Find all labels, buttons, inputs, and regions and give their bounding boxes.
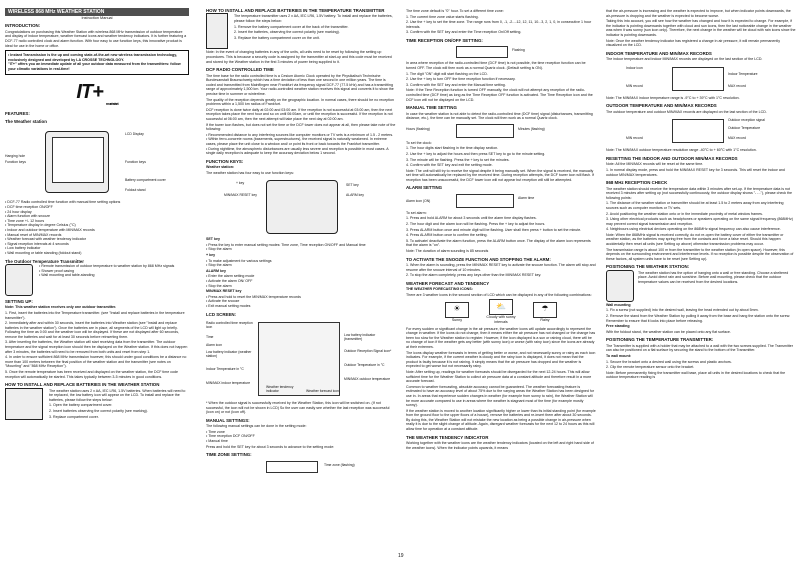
- time-reception-text: In area where reception of the radio-controlled time (DCF time) is not possible, the time reception function can be turned OFF. The clock will then work as a normal Quartz clock. (Default setting is ON).: [406, 61, 586, 70]
- lcd-label: Indoor Temperature in °C: [206, 367, 244, 371]
- manual-list: [206, 430, 396, 444]
- intro-text: Congratulations on purchasing this Weather Station with wireless 868 MHz transmission of outdoor temperature and display of indoor temperature, weather forecast icons and weather tendency indicators. It is further featuring a DCF-77 radio controlled clock and alarm function. With four easy to use function keys, this innovative product is ideal for use in the home or office.: [5, 29, 187, 48]
- install-transmitter-step: 3. Replace the battery compartment cover on the unit.: [234, 35, 320, 40]
- label-function-2: Function keys: [125, 160, 146, 165]
- sun-icon: ☀: [445, 302, 469, 318]
- label-hanging: Hanging hole: [5, 154, 25, 159]
- outdoor-label: Outdoor reception signal: [728, 118, 765, 123]
- label-plus-key: + key: [236, 181, 245, 186]
- manual-time-lcd-icon: [456, 124, 514, 138]
- it-plus-box: [5, 50, 189, 74]
- position-block: [606, 270, 796, 302]
- dcf-text-4: If the tower icon flashes, but does not set the time or the DCF tower does not appear at all, then please take note of the following:: [206, 122, 396, 132]
- reception-step: 3. Using other electrical products such as headphones or speakers operating on the same signal frequency (868MHz) may prevent correct signal transmission and reception.: [606, 217, 793, 226]
- key-name: SET key: [206, 237, 220, 242]
- alarm-lcd-icon: [456, 194, 514, 208]
- intro-heading: INTRODUCTION:: [5, 23, 41, 29]
- battery-compartment-icon: [5, 388, 43, 420]
- timezone-figure: [206, 461, 396, 473]
- dcf-bullets: [206, 133, 396, 156]
- manual-text: The following manual settings can be done in the setting mode:: [206, 424, 307, 429]
- setup-steps: [5, 311, 189, 379]
- reset-text: Note: All the MIN/MAX records will be reset at the same time.: [606, 162, 704, 167]
- lcd-figure: [206, 320, 396, 398]
- manual-time-text: In case the weather station is not able to detect the radio-controlled time (DCF time) signal (disturbances, transmitting distance, etc.), the time can be manually set. The clock will then work as a normal Quartz clock.: [406, 111, 593, 121]
- features-list: [5, 200, 189, 255]
- setup-note: Note: This weather station receives only one outdoor transmitter.: [5, 305, 117, 310]
- install-transmitter-heading: HOW TO INSTALL AND REPLACE BATTERIES IN THE TEMPERATURE TRANSMITTER: [206, 8, 385, 13]
- timezone-step: 1. The current time zone value starts flashing.: [406, 14, 479, 19]
- tendency-text-2: that the air-pressure is increasing and the weather is expected to improve, but when indicator points downwards, the air-pressure is dropping and the weather is expected to become worse.: [606, 9, 791, 18]
- reception-text: The weather station should receive the temperature data within 3 minutes after set-up. If the temperature data is not received 3 minutes after setting up (not successfully continuously, the outdoor display shows "- - -"), please check the following points:: [606, 186, 793, 200]
- key-desc: • Press and hold to reset the MIN/MAX temperature records: [206, 295, 396, 300]
- indoor-heading: INDOOR TEMPERATURE AND MIN/MAX RECORDS: [606, 50, 712, 56]
- station-heading: The Weather station: [5, 118, 47, 124]
- indoor-label: MAX record: [728, 83, 746, 88]
- alarm-note: Note: The duration of alarm sounding is 85 seconds: [406, 249, 489, 254]
- outdoor-text: The outdoor temperature and outdoor MIN/MAX records are displayed on the last section of the LCD.: [606, 109, 767, 114]
- keys-figure: [206, 178, 396, 234]
- label-minmax-key: MIN/MAX RESET key: [224, 193, 257, 198]
- tendency-text-3: Taking this into account, you will see how the weather has changed and how it is expected to change. For example, if the indicator is pointing downwards together with cloud and sun icons, then the last noticeable change in the weather was when it was sunny (sun icon only). Therefore, the next change in the weather will be cloud with rain icons since the indicator is pointing downwards.: [606, 19, 796, 37]
- transmitter-battery-icon: [206, 13, 228, 49]
- transmitter-list: [39, 264, 174, 296]
- outdoor-label: MAX record: [728, 136, 746, 141]
- mount-note: Note: Before permanently fixing the transmitter wall base, place all units in the desired locations to check that the outdoor temperature reading is: [606, 370, 786, 380]
- manual-heading: MANUAL SETTINGS:: [206, 417, 250, 423]
- time-reception-step: 2. Use the + key to turn OFF the time reception function if necessary.: [406, 77, 516, 82]
- setup-step: 2. Immediately after and within 30 seconds, insert the batteries into Weather station (see "Install and replace batteries in the weather station"). Once the batteries are in place, all segments of the LCD will light up briefly. Following the time as 0:00 and the weather icon will be displayed. If these are not displayed after 60 seconds, remove the batteries and wait for at least 30 seconds before reinserting them.: [5, 321, 180, 339]
- transmitter-item: • Shower proof casing: [39, 269, 174, 274]
- position-transmitter-heading: POSITIONING THE TEMPERATURE TRANSMITTER:: [606, 337, 714, 343]
- alarm-figure: [406, 194, 596, 208]
- feature-item: • Low battery indicator: [5, 246, 189, 251]
- feature-item: • 24 hour display: [5, 210, 189, 215]
- lcd-label: MIN/MAX indoor temperature: [206, 381, 251, 385]
- reset-heading: RESETTING THE INDOOR AND OUTDOOR MIN/MAX RECORDS: [606, 155, 738, 161]
- alarm-heading: ALARM SETTING: [406, 185, 443, 191]
- dcf-heading: DCF RADIO CONTROLLED TIME: [206, 67, 274, 73]
- outdoor-figure: [606, 117, 796, 145]
- column-1: [5, 8, 189, 420]
- position-text: The weather station has the option of hanging onto a wall or free standing. Choose a sheltered place. Avoid direct rain and sunshine. Before wall mounting, please check that the outdoor temperature values can be received from the desired locations.: [638, 270, 789, 285]
- feature-item: • Weather forecast with weather tendency indicator: [5, 237, 189, 242]
- alarm-step: 3. Press ALARM button once and minute digit will be flashing. User shall then press + button to set the minute.: [406, 227, 582, 232]
- lcd-label: Low battery indicator (weather station): [206, 350, 252, 358]
- column-3: [406, 8, 596, 451]
- wall-step: 1. Fix a screw (not supplied) into the desired wall, leaving the head extended out by about 5mm.: [606, 308, 759, 313]
- forecast-text-4: Common to weather forecasting, absolute accuracy cannot be guaranteed. The weather forecasting feature is estimated to have an accuracy level of about 75% due to the varying areas the Weather Station has been designed for use in. In areas that experience sudden changes in weather (for example from sunny to rain), the Weather Station will be more accurate compared to use in areas where the weather is stagnant most of the time (for example mostly sunny).: [406, 384, 595, 408]
- feature-item: • DCF-77 Radio controlled time function with manual time setting options: [5, 200, 189, 205]
- alarm-step: 1. Press and hold ALARM for about 3 seconds until the alarm time display flashes.: [406, 216, 537, 221]
- install-transmitter-block: [206, 13, 396, 49]
- keys-list: [206, 237, 396, 308]
- manual-time-note: Note: The unit will still try to receive the signal despite it being manually set. When the signal is received, the manually set time will automatically be replaced by the received time. During reception attempts, the DCF tower icon will flash. If reception has been unsuccessful, the DCF tower icon will not appear but reception will still be attempted.: [406, 168, 594, 182]
- rain-icon: ☂: [533, 302, 557, 318]
- timezone-step: 2. Use the + key to set the time zone. The range runs from 0, -1, -2...-12, 12, 11, 10...3, 2, 1, 0, in consecutive 1 hour intervals.: [406, 20, 592, 29]
- forecast-text-2: For every sudden or significant change in the air pressure, the weather icons will update accordingly to represent the change in weather. If the icons do not change, then it means either the air pressure has not changed or the change has been too slow for the Weather station to register. However, if the icon displayed is a sun or raining cloud, there will be no change of icon if the weather gets any better (with sunny icon) or worse (with rainy icon) since the icons are already at their extremes.: [406, 326, 596, 349]
- lcd-label: Weather tendency indicator: [266, 385, 294, 393]
- label-set-key: SET key: [346, 183, 359, 188]
- manual-text-2: Press and hold the SET key for about 3 seconds to advance to the setting mode:: [206, 444, 335, 449]
- sunny-label: Sunny: [451, 317, 463, 322]
- free-standing-heading: Free standing: [606, 324, 630, 329]
- tendency-note: Note: Once the weather tendency indicator has registered a change in air pressure, it will remain permanently visualized on the LCD.: [606, 38, 780, 48]
- lcd-label: Radio controlled time reception icon: [206, 321, 253, 329]
- lcd-label: Time: [206, 335, 214, 339]
- lcd-label: Outdoor Reception Signal icon*: [344, 349, 392, 353]
- dcf-bullet: • Within ferro-concrete rooms (basements, superstructures), the received signal is naturally weakened. In extreme cases, please place the unit close to a window and/ or point its front or back towards the Frankfurt transmitter.: [206, 137, 396, 146]
- lcd-label: Outdoor Temperature in °C: [344, 363, 385, 367]
- key-desc: • Stop the alarm: [206, 247, 396, 252]
- column-2: [206, 8, 396, 476]
- outdoor-note: Note: The MIN/MAX outdoor temperature resolution range -40°C to + 60°C with 1°C resolution.: [606, 148, 757, 153]
- alarm-step: 5. To activate/ deactivate the alarm function, press the ALARM button once. The display of the alarm icon represents that the alarm is "on".: [406, 238, 591, 248]
- features-heading: FEATURES:: [5, 110, 30, 116]
- logo-text: IT+: [76, 81, 103, 104]
- install-text: The weather station uses 2 x AA, IEC LR6, 1.5V batteries. When batteries will need to be replaced, the low battery icon will appear on the LCD. To install and replace the batteries, please follow the steps below:: [49, 388, 186, 402]
- wall-step: 2. Remove the stand from the Weather Station by pulling it away from the base and hang the station onto the screw. Remember to ensure that it locks into place before releasing.: [606, 314, 791, 323]
- minutes-label: Minutes (flashing): [518, 126, 545, 131]
- feature-item: • Indoor and outdoor temperature with MIN/MAX records: [5, 228, 189, 233]
- free-standing-text: With the foldout stand, the weather station can be placed onto any flat surface.: [606, 329, 731, 334]
- dcf-text-1: The time base for the radio controlled time is a Cesium Atomic Clock operated by the Physikalisch Technische Bundesanstalt Braunschweig which has a time deviation of less than one second in one million years. The time is coded and transmitted from Mainflingen near Frankfurt via frequency signal DCF-77 (77.5 kHz) and has a transmitting range of approximately 1,500 km. Your radio-controlled weather station receives this signal and converts it to show the precise time in summer or wintertime.: [206, 73, 394, 96]
- label-battery: Battery compartment cover: [125, 178, 166, 183]
- it-plus-logo: [5, 79, 189, 107]
- tendency-text: Working together with the weather icons are the weather tendency indicators (located on the left and right hand side of the weather icons). When the indicator points upwards, it means: [406, 441, 594, 450]
- header-banner: [5, 8, 189, 16]
- indoor-label: MIN record: [626, 83, 643, 88]
- manual-title: WIRELESS 868 MHz WEATHER STATION: [8, 9, 105, 15]
- timezone-text: The time zone default is "0" hour. To set a different time zone:: [406, 9, 504, 13]
- label-function: Function keys: [5, 160, 26, 165]
- transmitter-heading: The Outdoor Temperature Transmitter: [5, 258, 84, 264]
- feature-item: • Signal reception intervals at 4 seconds: [5, 242, 189, 247]
- indoor-lcd-icon: [672, 67, 724, 91]
- station-figure: [5, 127, 189, 197]
- function-keys-intro: The weather station has four easy to use function keys:: [206, 170, 294, 175]
- key-name: MIN/MAX RESET key: [206, 289, 242, 294]
- cloud-sun-icon: ⛅: [489, 299, 513, 315]
- key-desc: • Activate the alarm ON/ OFF: [206, 279, 396, 284]
- key-desc: • Press the key to enter manual setting modes: Time zone, Time reception ON/OFF and Manual time: [206, 243, 396, 248]
- mount-step: 1. Secure the bracket onto a desired wall using the screws and plastic anchors.: [606, 359, 732, 364]
- alarm-set: To set alarm:: [406, 210, 427, 215]
- label-lcd: LCD Display: [125, 132, 144, 137]
- station-back-icon: [266, 180, 338, 234]
- dcf-text-3: DCF reception is done twice daily at 02:00 and 03:00 am. If the reception is not successful at 03:00 am, then the next reception takes place the next hour and so on until 06:00am, or until the reception is successful. If the reception is not successful at 06:00 am, then the next attempt will take place the next day at 02:00 am.: [206, 107, 393, 121]
- install-step: 3. Replace compartment cover.: [49, 414, 99, 419]
- forecast-note: Note: After setting up, readings for weather forecasts should be disregarded for the next 12-24 hours. This will allow sufficient time for the Weather Station to collect air pressure data at a constant altitude and therefore result in a more accurate forecast.: [406, 369, 592, 384]
- label-alarm-key: ALARM key: [346, 193, 364, 198]
- dcf-bullet: • During nighttime, the atmospheric disturbances are usually less severe and reception is possible in most cases. A single daily reception is adequate to keep the accuracy deviation below 1 second.: [206, 147, 396, 156]
- forecast-text-3: The icons display weather forecasts in terms of getting better or worse, and not necessarily sunny or rainy as each icon indicates. For example, if the current weather is cloudy and the rainy icon is displayed, it does not mean that the product is faulty because it is not raining. It simply means that the air pressure has dropped and the weather is expected to get worse but not necessarily rainy.: [406, 350, 596, 369]
- key-desc: • To make adjustment for various settings: [206, 259, 396, 264]
- install-transmitter-step: 1. Remove the battery compartment cover at the back of the transmitter.: [234, 24, 349, 29]
- key-desc: • Stop the alarm: [206, 284, 396, 289]
- key-desc: • Exit manual setting modes: [206, 304, 396, 309]
- snooze-step: 2. To stop the alarm completely, press any keys other than the MIN/MAX RESET key.: [406, 273, 542, 278]
- forecast-sub: THE WEATHER FORECASTING ICONS:: [406, 287, 473, 292]
- lcd-note: * When the outdoor signal is successfully received by the Weather Station, this icon will be switched on. (If not successful, the icon will not be shown in LCD) So the user can easily see whether the last reception was successful (icon on) or not (icon off).: [206, 401, 390, 415]
- column-4: [606, 8, 796, 381]
- manual-time-step: 3. The minute will be flashing. Press the + key to set the minutes.: [406, 157, 510, 162]
- time-reception-label: Flashing: [512, 48, 525, 53]
- reset-step: 1. In normal display mode, press and hold the MIN/MAX RESET key for 3 seconds. This will reset the indoor and outdoor MIN/MAX temperatures.: [606, 167, 785, 177]
- time-reception-note: Note: If the Time Reception function is turned OFF manually, the clock will not attempt any reception of the radio-controlled time (DCF time) as long as the Time Reception OFF function is activated. The Time Reception icon and the DCF icon will not be displayed on the LCD.: [406, 88, 593, 102]
- forecast-icons: [406, 299, 596, 324]
- rainy-label: Rainy: [540, 317, 550, 322]
- forecast-text-5: If the weather station is moved to another location significantly higher or lower than its initial standing point (for example from the ground floor to the upper floors of a house), remove the batteries and re-insert them after about 30 seconds. By doing this, the Weather Station will not mistake the new location as being a possible change in air-pressure when really it is due to the slight change of altitude. Again, disregard weather forecasts for the next 12 to 24 hours as this will allow time for operation at a constant altitude.: [406, 408, 596, 432]
- reception-text-2: The transmission range is about 100 m from the transmitter to the weather station (in open space). However, this depends on the surrounding environment and interference levels. If no reception is possible despite the observation of these factors, all system units have to be reset (see Setting up).: [606, 247, 794, 261]
- time-reception-heading: TIME RECEPTION ON/OFF SETTING:: [406, 37, 483, 43]
- transmitter-item: • Wall mounting and table-standing: [39, 273, 174, 278]
- transmitter-icon: [5, 264, 33, 296]
- outdoor-lcd-icon: [672, 119, 724, 143]
- alarm-icon-label: Alarm icon (ON): [406, 198, 431, 203]
- feature-item: • Temperature display in degree Celsius (°C): [5, 223, 189, 228]
- page-number: 19: [398, 553, 404, 559]
- indoor-figure: [606, 65, 796, 93]
- setup-step: 4. In order to ensure sufficient 868 MHz transmission however, this should under good conditions be a distance no more than 100 meters between the final position of the weather station and the transmitter (see notes on "Mounting" and "868 MHz Reception").: [5, 355, 187, 369]
- setup-step: 5. Once the remote temperature has been received and displayed on the weather station, the DCF time code reception will automatically be started. This takes typically between 3-5 minutes in good conditions.: [5, 370, 178, 379]
- install-transmitter-text: The temperature transmitter uses 2 x AA, IEC LR6, 1.5V battery. To install and replace the batteries, please follow the steps below:: [234, 14, 393, 23]
- manual-time-step: 1. The hour digits start flashing in the time display section.: [406, 146, 499, 151]
- indoor-label: Indoor icon: [626, 65, 643, 70]
- wall-station-icon: [606, 270, 634, 302]
- wall-mount-heading: Wall mounting: [606, 302, 631, 307]
- it-plus-text-1: • Instant Transmission is the up and coming state-of-the-art new wireless transmission technology, exclusively designed and developed by LA CROSSE TECHNOLOGY.: [8, 53, 177, 62]
- manual-time-step: 2. Use the + key to adjust the hours and then press SET key to go to the minute setting.: [406, 151, 546, 156]
- hours-label: Hours (flashing): [406, 126, 430, 131]
- indoor-label: Indoor Temperature: [728, 71, 758, 76]
- snooze-step: 1. When the alarm is sounding, press the MIN/MAX RESET key to activate the snooze function. The alarm will stop and resume after the snooze interval of 10 minutes.: [406, 263, 596, 272]
- install-station-heading: HOW TO INSTALL AND REPLACE BATTERIES IN THE WEATHER STATION: [5, 382, 160, 388]
- label-stand: Foldout stand: [125, 188, 146, 193]
- sunny-block: [437, 302, 477, 323]
- station-lcd-icon: [52, 137, 104, 183]
- timezone-step: 3. Confirm with the SET key and enter the Time reception On/Off setting.: [406, 30, 522, 35]
- manual-time-step: 4. Confirm with the SET key and exit the setting mode.: [406, 163, 493, 168]
- station-body-icon: [45, 131, 109, 193]
- forecast-heading: WEATHER FORECAST AND TENDENCY: [406, 280, 490, 286]
- reception-step: 2. Avoid positioning the weather station onto or in the immediate proximity of metal window frames.: [606, 211, 763, 216]
- forecast-text: There are 3 weather icons in the second section of LCD which can be displayed in any of the following combinations:: [406, 292, 592, 297]
- dcf-bullet: • Recommended distance to any interfering sources like computer monitors or TV sets is a minimum of 1.5 - 2 meters.: [206, 133, 396, 138]
- time-reception-lcd-icon: [456, 46, 508, 58]
- install-step: 2. Insert batteries observing the correct polarity (see marking).: [49, 409, 148, 413]
- timezone-heading: TIME ZONE SETTING:: [206, 452, 252, 458]
- position-station-heading: POSITIONING THE WEATHER STATION:: [606, 264, 690, 270]
- outdoor-label: MIN record: [626, 136, 643, 141]
- reception-heading: 868 MHz RECEPTION CHECK: [606, 180, 668, 186]
- alarm-time-label: Alarm time: [518, 195, 535, 200]
- manual-time-set: To set the clock:: [406, 140, 432, 145]
- alarm-step: 4. Press ALARM button once to confirm the setting.: [406, 233, 488, 238]
- outdoor-label: Outdoor Temperature: [728, 126, 761, 131]
- rainy-block: [525, 302, 565, 323]
- timezone-label: Time zone (flashing): [324, 462, 355, 467]
- reception-step: 4. Neighbours using electrical devices operating on the 868MHz signal frequency can also cause interference.: [606, 227, 781, 232]
- position-transmitter-text: The Transmitter is supplied with a holder that may be attached to a wall with the two screws supplied. The Transmitter can also be positioned on a flat surface by securing the stand to the bottom of the Transmitter.: [606, 343, 793, 353]
- time-reception-figure: [406, 46, 596, 58]
- feature-item: • Wall mounting or table standing (foldout stand): [5, 251, 189, 256]
- tendency-heading: THE WEATHER TENDENCY INDICATOR: [406, 434, 489, 440]
- time-reception-step: 3. Confirm with the SET key and enter the Manual time setting.: [406, 82, 506, 87]
- feature-item: • DCF time reception ON/OFF: [5, 205, 189, 210]
- dcf-text-2: The quality of the reception depends greatly on the geographic location. In normal cases, there should be no reception problems within a 1,500 km radius of Frankfurt.: [206, 97, 394, 107]
- snooze-heading: TO ACTIVATE THE SNOOZE FUNCTION AND STOPPING THE ALARM:: [406, 256, 551, 262]
- alarm-step: 2. The hour digit and the alarm icon will be flashing. Press the + key to adjust the hours.: [406, 222, 546, 227]
- setup-step: 1. First, insert the batteries into the Temperature transmitter. (see "Install and replace batteries in the temperature transmitter").: [5, 310, 185, 320]
- lcd-label: MIN/MAX outdoor temperature: [344, 377, 391, 381]
- setup-heading: SETTING UP:: [5, 298, 33, 304]
- mount-step: 2. Clip the remote temperature sensor onto the bracket.: [606, 365, 695, 370]
- manual-time-heading: MANUAL TIME SETTING: [406, 105, 457, 111]
- key-name: ALARM key: [206, 268, 226, 273]
- time-reception-step: 1. The digit "ON" digit will start flashing on the LCD.: [406, 71, 488, 76]
- install-transmitter-step: 2. Insert the batteries, observing the correct polarity (see marking).: [234, 30, 340, 35]
- feature-item: • Manual reset of MIN/MAX records: [5, 233, 189, 238]
- manual-item: • Time reception DCF ON/OFF: [206, 434, 396, 439]
- reception-note: Note: When the 868MHz signal is received correctly, do not re-open the battery cover of either the transmitter or weather station, as the batteries may spring free from the contacts and force a false reset. Should this happen accidentally then reset all units (see Setting up above) otherwise transmission problems may occur.: [606, 232, 784, 247]
- lcd-heading: LCD SCREEN:: [206, 311, 237, 317]
- cloudy-block: [481, 299, 521, 324]
- timezone-lcd-icon: [266, 461, 318, 473]
- lcd-label: Low battery indicator (transmitter): [344, 333, 376, 341]
- battery-note: Note: In the event of changing batteries in any of the units, all units need to be reset by following the setting up procedures. This is because a security code is assigned by the transmitter at start-up and this code must be received and stored by the Weather station in the first 3 minutes of power being supplied to it.: [206, 50, 392, 64]
- feature-item: • Time zone +/- 12 hours: [5, 219, 189, 224]
- manual-time-figure: [406, 124, 596, 138]
- key-desc: • Stop the alarm: [206, 263, 396, 268]
- key-desc: • Enter the alarm setting mode: [206, 274, 396, 279]
- feature-item: • Alarm function with snooze: [5, 214, 189, 219]
- lcd-label: Weather forecast icon: [306, 389, 339, 393]
- reception-step: 1. The distance of the weather station or transmitter should be at least 1.5 to 2 meters away from any interfering sources such as computer monitors or TV sets.: [606, 201, 784, 210]
- key-desc: • Activate the snooze: [206, 299, 396, 304]
- wall-mount-2-heading: To wall mount:: [606, 354, 632, 358]
- function-keys-heading: FUNCTION KEYS:: [206, 158, 244, 164]
- install-step: 1. Open the battery compartment cover.: [49, 403, 113, 408]
- key-name: + key: [206, 253, 216, 258]
- manual-subtitle: Instruction Manual: [81, 16, 113, 20]
- setup-step: 3. After inserting the batteries, the Weather station will start receiving data from the transmitter. The outdoor temperature and the signal reception icon should then be displayed on the Weather station. If this does not happen after 3 minutes, the batteries will need to be removed from both units and reset from step 1.: [5, 340, 188, 354]
- function-keys-sub: Weather station:: [206, 165, 235, 170]
- it-plus-text-2: "IT+" offers you an immediate update of all your outdoor data measured from the transmitters: follow your climatic variations in real-time!: [8, 62, 181, 71]
- install-block: [5, 388, 189, 421]
- manual-item: • Time zone: [206, 430, 396, 435]
- indoor-text: The indoor temperature and indoor MIN/MAX records are displayed on the last section of the LCD.: [606, 57, 763, 62]
- logo-subtext: moreinstant: [105, 100, 118, 106]
- manual-item: • Manual time: [206, 439, 396, 444]
- transmitter-item: • Remote transmission of outdoor temperature to weather station by 868 MHz signals: [39, 264, 174, 269]
- transmitter-block: [5, 264, 189, 296]
- cloudy-label: Cloudy with sunny intervals: [486, 315, 516, 324]
- outdoor-heading: OUTDOOR TEMPERATURE AND MIN/MAX RECORDS: [606, 103, 717, 109]
- lcd-label: Alarm icon: [206, 343, 223, 347]
- indoor-note: Note: The MIN/MAX indoor temperature range is -9°C to + 39°C with 1°C resolution.: [606, 95, 740, 100]
